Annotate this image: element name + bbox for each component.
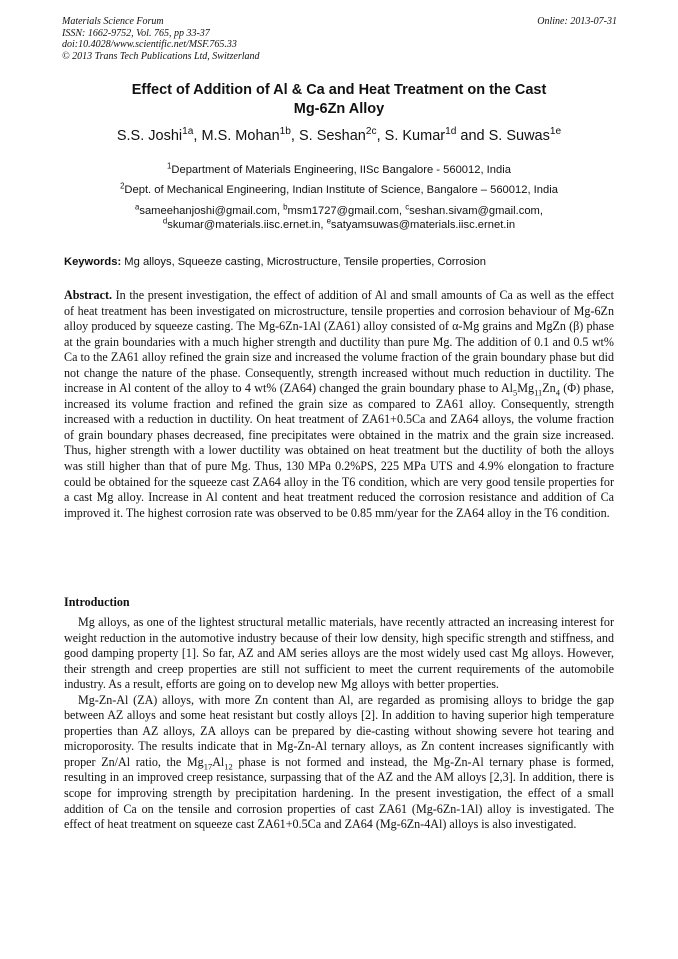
online-date: Online: 2013-07-31 <box>537 16 617 27</box>
journal-header <box>62 16 260 62</box>
abstract-text: Zn <box>542 381 556 396</box>
email-separator: , <box>539 205 543 217</box>
email-b[interactable]: msm1727@gmail.com <box>287 205 399 217</box>
formula-subscript: 17 <box>203 761 213 772</box>
journal-doi[interactable]: doi:10.4028/www.scientific.net/MSF.765.33 <box>62 39 237 50</box>
author-name: S. Seshan <box>298 128 366 144</box>
email-a[interactable]: sameehanjoshi@gmail.com <box>139 205 277 217</box>
formula-subscript: 12 <box>224 761 233 772</box>
author-affiliation-mark: 1d <box>445 126 457 138</box>
journal-issn: ISSN: 1662-9752, Vol. 765, pp 33-37 <box>62 27 210 39</box>
author-affiliation-mark: 1e <box>549 126 562 138</box>
author-list <box>40 126 638 146</box>
email-mark: d <box>162 215 168 225</box>
author-name: S. Suwas <box>488 128 550 144</box>
affiliation-number: 1 <box>167 161 172 171</box>
journal-name: Materials Science Forum <box>62 16 164 27</box>
affiliation-text: Department of Materials Engineering, IISc Bangalore - 560012, India <box>171 164 511 176</box>
email-e[interactable]: satyamsuwas@materials.iisc.ernet.in <box>330 218 516 231</box>
email-c[interactable]: seshan.sivam@gmail.com <box>409 205 540 217</box>
email-separator: , <box>320 218 327 231</box>
title-line-1: Effect of Addition of Al & Ca and Heat Treatment on the Cast <box>131 82 547 98</box>
affiliation-number: 2 <box>120 181 125 191</box>
email-mark: b <box>283 202 288 212</box>
title-line-2: Mg-6Zn Alloy <box>293 101 385 117</box>
author-name: S. Kumar <box>384 128 446 144</box>
intro-text: phase is not formed and instead, the Mg-Zn-Al ternary phase is formed, resulting in an improved creep resistance, surpassing that of the AZ and the AM alloys [2,3]. In addition, there is scope for improving strength by precipitation hardening. In the present investigation, the effect of a small addition of Ca on the tensile and corrosion properties of cast ZA61 (Mg-6Zn-1Al) alloy is investigated. The effect of heat treatment on squeeze cast ZA61+0.5Ca and ZA64 (Mg-6Zn-4Al) alloys is also investigated. <box>64 754 614 832</box>
keywords-label: Keywords: <box>64 256 122 268</box>
email-line-1 <box>30 202 648 219</box>
author-emails <box>30 202 648 232</box>
keywords-text: Mg alloys, Squeeze casting, Microstructure, Tensile properties, Corrosion <box>121 256 486 268</box>
email-separator: , <box>276 205 284 217</box>
author-separator: , <box>376 128 385 144</box>
author-separator: , <box>290 128 299 144</box>
email-mark: e <box>326 215 331 225</box>
author-separator: , <box>193 128 202 144</box>
formula-subscript: 11 <box>534 387 543 398</box>
abstract-text: In the present investigation, the effect of addition of Al and small amounts of Ca as well as the effect of heat treatment has been investigated on microstructure, tensile properties and corrosion behaviour of Mg-6Zn alloy produced by squeeze casting. The Mg-6Zn-1Al (ZA61) alloy consisted of α-Mg grains and MgZn (β) phase at the grain boundaries with a much higher strength and ductility than pure Mg. The addition of 0.1 and 0.5 wt% Ca to the ZA61 alloy refined the grain size and increased the volume fraction of the grain boundary phase but did not change the nature of the phase. Consequently, strength increased without much reduction in ductility. The increase in Al content of the alloy to 4 wt% (ZA64) changed the grain boundary phase to Al <box>64 288 614 396</box>
abstract <box>64 288 614 521</box>
author-affiliation-mark: 1b <box>279 126 291 138</box>
intro-paragraph-1: Mg alloys, as one of the lightest structural metallic materials, have recently attracted an increasing interest for weight reduction in the automotive industry because of their low density, high specific strength and stiffness, and good damping property [1]. So far, AZ and AM series alloys are the most widely used cast Mg alloys. However, their strength and creep properties are still not sufficient to meet the current requirements of the automobile industry. As a result, efforts are going on to develop new Mg alloys with better properties. <box>64 615 614 692</box>
email-line-2 <box>30 215 648 233</box>
email-separator: , <box>399 205 406 217</box>
affiliation-text: Dept. of Mechanical Engineering, Indian Institute of Science, Bangalore – 560012, India <box>124 184 558 196</box>
author-affiliation-mark: 1a <box>182 126 194 138</box>
affiliation-2 <box>30 181 648 197</box>
journal-copyright: © 2013 Trans Tech Publications Ltd, Switzerland <box>62 50 260 62</box>
keywords <box>64 256 624 269</box>
introduction-heading: Introduction <box>64 595 130 609</box>
intro-text: Mg-Zn-Al (ZA) alloys, with more Zn content than Al, are regarded as promising alloys to bridge the gap between AZ alloys and some heat resistant but costly alloys [2]. In addition to having superior high temperature properties than AZ alloys, ZA alloys can be prepared by die-casting without showing severe hot tearing and microporosity. The results indicate that in Mg-Zn-Al ternary alloys, as Zn content increases significantly with proper Zn/Al ratio, the Mg <box>64 692 614 769</box>
email-d[interactable]: skumar@materials.iisc.ernet.in <box>167 218 321 231</box>
formula-subscript: 5 <box>513 387 518 398</box>
author-name: M.S. Mohan <box>201 128 280 144</box>
intro-text: Al <box>212 754 225 769</box>
email-mark: c <box>405 202 410 212</box>
paper-title <box>70 81 608 119</box>
email-mark: a <box>135 202 140 212</box>
abstract-text: Mg <box>517 381 535 396</box>
formula-subscript: 4 <box>555 387 560 398</box>
author-separator: and <box>456 128 489 144</box>
abstract-text: (Φ) phase, increased its volume fraction and refined the grain size as compared to ZA61 alloy. Consequently, strength increased with a reduction in ductility. On heat treatment of ZA61+0.5Ca and ZA64 alloys, the volume fraction of grain boundary phases decreased, fine precipitates were obtained in the matrix and the grain size increased. Thus, higher strength with a lower ductility was obtained on heat treatment but the ductility of both the alloys was still higher than that of pure Mg. Thus, 130 MPa 0.2%PS, 225 MPa UTS and 4.9% elongation to fracture could be obtained for the squeeze cast ZA64 alloy in the T6 condition, which are very good tensile properties for a cast Mg alloy. Increase in Al content and heat treatment reduced the corrosion resistance and addition of Ca improved it. The highest corrosion rate was observed to be 0.85 mm/year for the ZA64 alloy in the T6 condition. <box>64 381 614 520</box>
author-affiliation-mark: 2c <box>365 126 377 138</box>
affiliation-1 <box>30 161 648 177</box>
abstract-label: Abstract. <box>64 288 113 302</box>
introduction-body <box>64 615 614 833</box>
intro-paragraph-2 <box>64 693 614 833</box>
author-name: S.S. Joshi <box>116 128 183 144</box>
